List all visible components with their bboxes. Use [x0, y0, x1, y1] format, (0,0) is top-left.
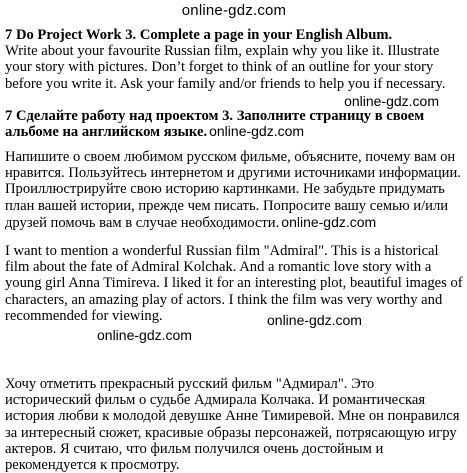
- task-text-en: Write about your favourite Russian film, explain why you like it. Illustrate your story with pictures. Don’t forget to think of an outline for your story before you write it. Ask your family and/or friends to help you if necessary.: [5, 43, 446, 92]
- watermark-row: [5, 93, 463, 109]
- blank-space: [5, 342, 463, 376]
- task-title-en: 7 Do Project Work 3. Complete a page in your English Album.: [5, 27, 393, 43]
- task-title-ru: [5, 109, 463, 140]
- task-title-ru-text: 7 Сделайте работу над проектом 3. Заполните страницу в своем альбоме на английском языке.: [5, 107, 425, 140]
- watermark-after-en: online-gdz.com: [344, 92, 439, 109]
- answer-watermark-right: online-gdz.com: [267, 311, 362, 328]
- header-watermark: online-gdz.com: [181, 2, 287, 19]
- answer-text-en: [5, 243, 463, 324]
- task-text-ru-body: Напишите о своем любимом русском фильме, объясните, почему вам он нравится. Пользуйтесь интернетом и другими источниками информации. Проиллюстрируйте свою историю картинками. Не забудьте придумать план вашей истории, прежде чем писать. Попросите вашу семью и/или друзей помочь вам в случае необходимости.: [5, 148, 461, 231]
- answer-watermark-row: [5, 311, 463, 343]
- task-text-ru-watermark: online-gdz.com: [281, 213, 377, 230]
- document-page: [5, 0, 463, 473]
- answer-text-en-body: I want to mention a wonderful Russian film "Admiral". This is a historical film about the fate of Admiral Kolchak. And a romantic love story with a young girl Anna Timireva. I liked it for an interesting plot, beautiful images of characters, an amazing play of actors. I think the film was very worthy and recommended for viewing.: [5, 242, 463, 324]
- task-title-ru-watermark: online-gdz.com: [209, 122, 305, 139]
- answer-text-ru: Хочу отметить прекрасный русский фильм "Адмирал". Это исторический фильм о судьбе Адмирала Колчака. И романтическая история любви к молодой девушке Анне Тимиревой. Мне он понравился за интересный сюжет, красивые образы персонажей, потрясающую игру актеров. Я считаю, что фильм получился очень достойным и рекомендуется к просмотру.: [5, 375, 460, 473]
- answer-watermark-left: online-gdz.com: [97, 326, 192, 343]
- site-header: [5, 0, 463, 22]
- task-text-ru: [5, 149, 463, 231]
